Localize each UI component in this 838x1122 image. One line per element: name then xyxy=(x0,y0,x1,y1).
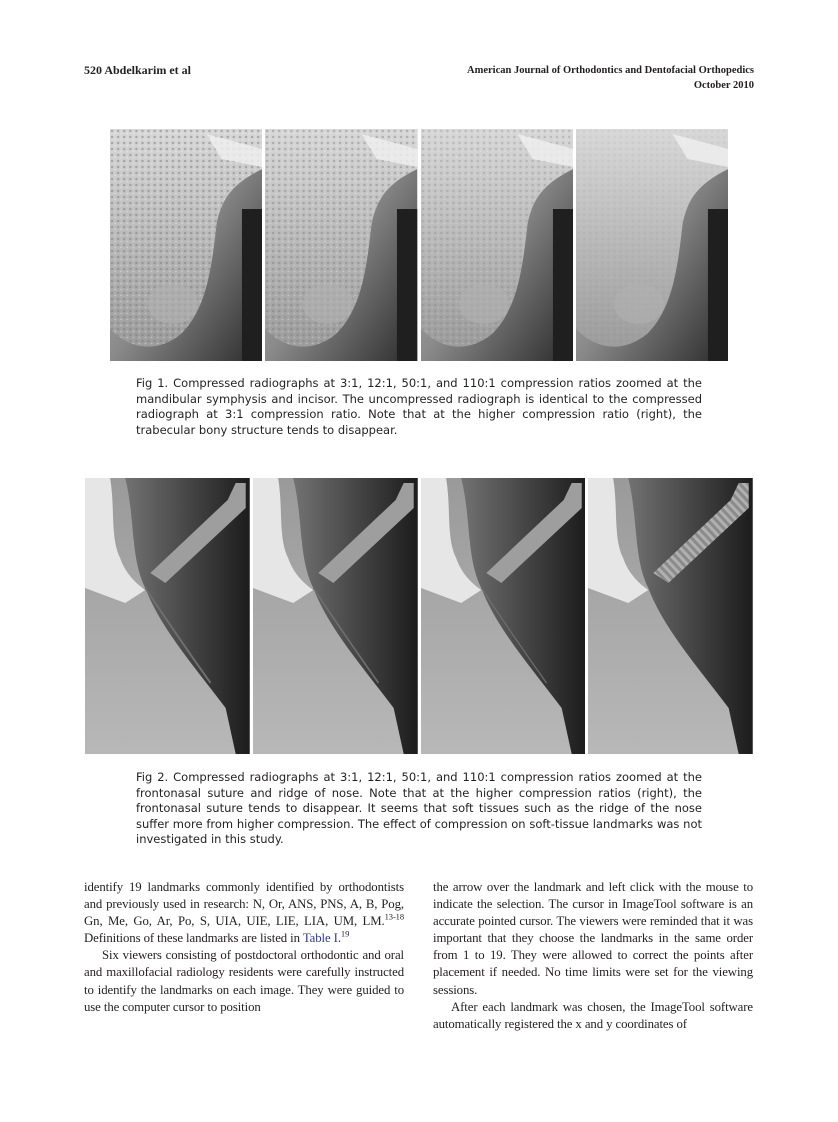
paragraph: After each landmark was chosen, the ImageTool software automatically registered the x and y coordinates of xyxy=(433,999,753,1031)
text-span: Definitions of these landmarks are listed in xyxy=(84,931,303,946)
page-number-author: 520 Abdelkarim et al xyxy=(84,63,191,77)
radiograph-panel-3 xyxy=(421,129,573,361)
figure-1-caption xyxy=(136,376,702,438)
radiograph-panel-4 xyxy=(576,129,728,361)
figure-1-images xyxy=(110,129,728,361)
figure-1-caption-text: Fig 1. Compressed radiographs at 3:1, 12:1, 50:1, and 110:1 compression ratios zoomed at the mandibular symphysis and incisor. The uncompressed radiograph is identical to the compressed radiograph at 3:1 compression ratio. Note that at the higher compression ratio (right), the trabecular bony structure tends to disappear. xyxy=(136,376,702,437)
figure-2-images xyxy=(85,478,753,754)
figure-2-caption xyxy=(136,770,702,848)
text-span: identify 19 landmarks commonly identified by orthodontists and previously used in research: N, Or, ANS, PNS, A, B, Pog, Gn, Me, Go, Ar, Po, S, UIA, UIE, LIE, LIA, UM, LM. xyxy=(84,880,404,929)
table-link[interactable]: Table I xyxy=(302,931,338,946)
radiograph-panel-2 xyxy=(265,129,417,361)
journal-date: October 2010 xyxy=(693,80,754,91)
paragraph: the arrow over the landmark and left click with the mouse to indicate the selection. The cursor in ImageTool software is an accurate pointed cursor. The viewers were reminded that it was important that they choose the landmarks in the same order from 1 to 19. They were allowed to correct the points after placement if needed. No time limits were set for the viewing sessions. xyxy=(433,880,753,997)
radiograph-panel-3 xyxy=(421,478,586,754)
figure-2-caption-text: Fig 2. Compressed radiographs at 3:1, 12:1, 50:1, and 110:1 compression ratios zoomed at the frontonasal suture and ridge of nose. Note that at the higher compression ratios (right), the frontonasal suture tends to disappear. It seems that soft tissues such as the ridge of the nose suffer more from higher compression. The effect of compression on soft-tissue landmarks was not investigated in this study. xyxy=(136,770,702,847)
citation: 19 xyxy=(340,929,350,940)
journal-header xyxy=(394,63,754,93)
radiograph-panel-1 xyxy=(85,478,250,754)
journal-title: American Journal of Orthodontics and Dentofacial Orthopedics xyxy=(467,65,754,76)
body-column-left xyxy=(84,879,404,1016)
paragraph xyxy=(84,879,404,947)
radiograph-panel-2 xyxy=(253,478,418,754)
body-column-right xyxy=(433,879,753,1033)
citation: 13-18 xyxy=(384,911,404,922)
radiograph-panel-4 xyxy=(588,478,753,754)
radiograph-panel-1 xyxy=(110,129,262,361)
text-span: . xyxy=(337,931,341,946)
paragraph: Six viewers consisting of postdoctoral orthodontic and oral and maxillofacial radiology residents were carefully instructed to identify the landmarks on each image. They were guided to use the computer cursor to position xyxy=(84,948,404,1014)
